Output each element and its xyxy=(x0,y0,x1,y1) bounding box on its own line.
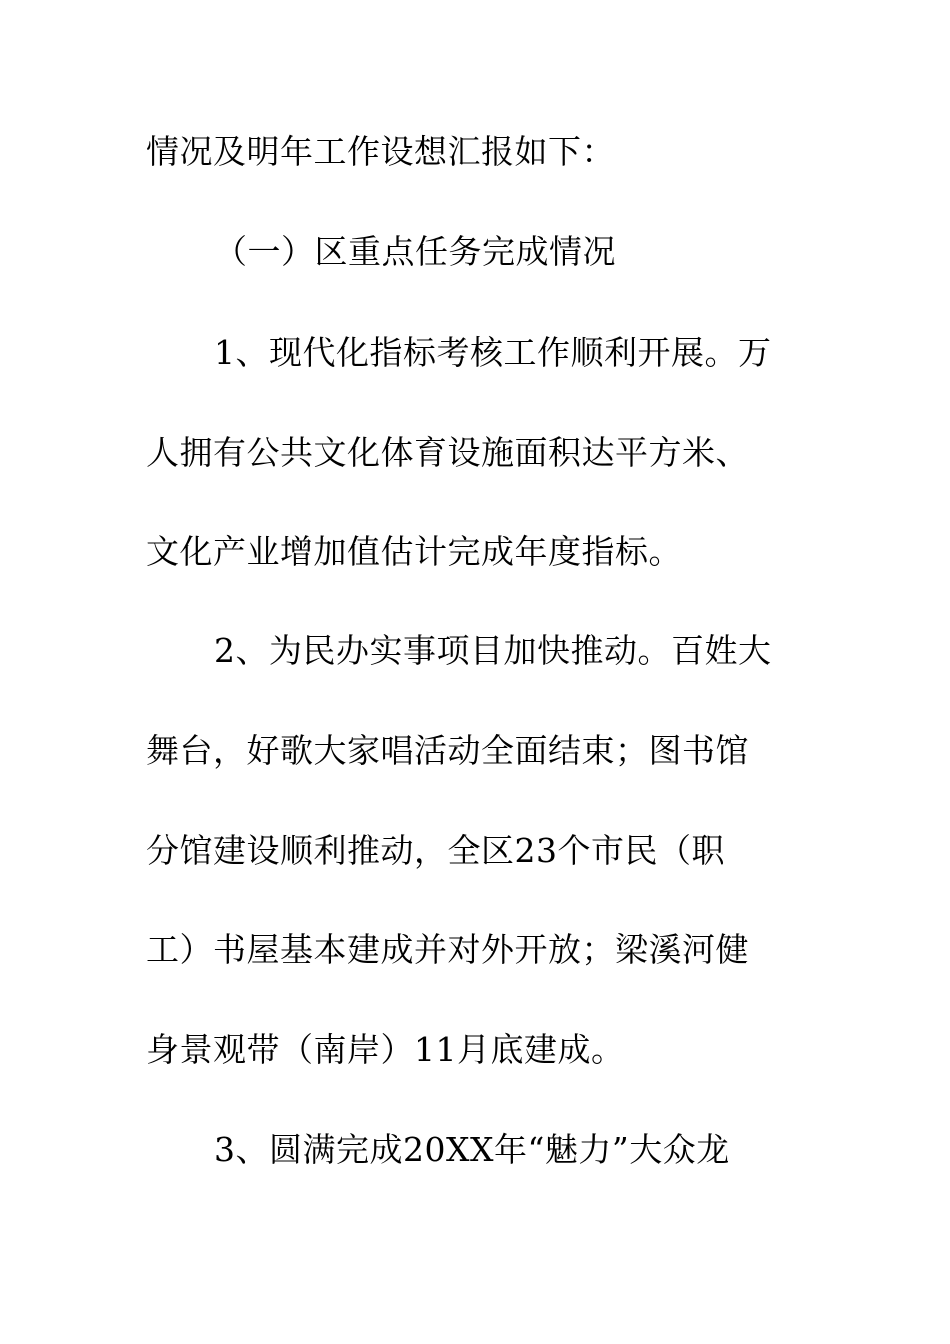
paragraph-1-line-1: 1、现代化指标考核工作顺利开展。万 xyxy=(214,333,772,372)
paragraph-2-line-1: 2、为民办实事项目加快推动。百姓大 xyxy=(214,631,772,670)
paragraph-2-line-2: 舞台，好歌大家唱活动全面结束；图书馆 xyxy=(146,731,749,770)
section-heading: （一）区重点任务完成情况 xyxy=(214,232,616,271)
paragraph-3-line-1: 3、圆满完成20XX年“魅力”大众龙 xyxy=(214,1130,730,1169)
paragraph-2-line-3: 分馆建设顺利推动，全区23个市民（职 xyxy=(146,831,725,870)
body-line: 情况及明年工作设想汇报如下： xyxy=(146,132,615,171)
paragraph-1-line-2: 人拥有公共文化体育设施面积达平方米、 xyxy=(146,433,749,472)
paragraph-2-line-4: 工）书屋基本建成并对外开放；梁溪河健 xyxy=(146,930,749,969)
paragraph-2-line-5: 身景观带（南岸）11月底建成。 xyxy=(146,1030,625,1069)
paragraph-1-line-3: 文化产业增加值估计完成年度指标。 xyxy=(146,532,682,571)
